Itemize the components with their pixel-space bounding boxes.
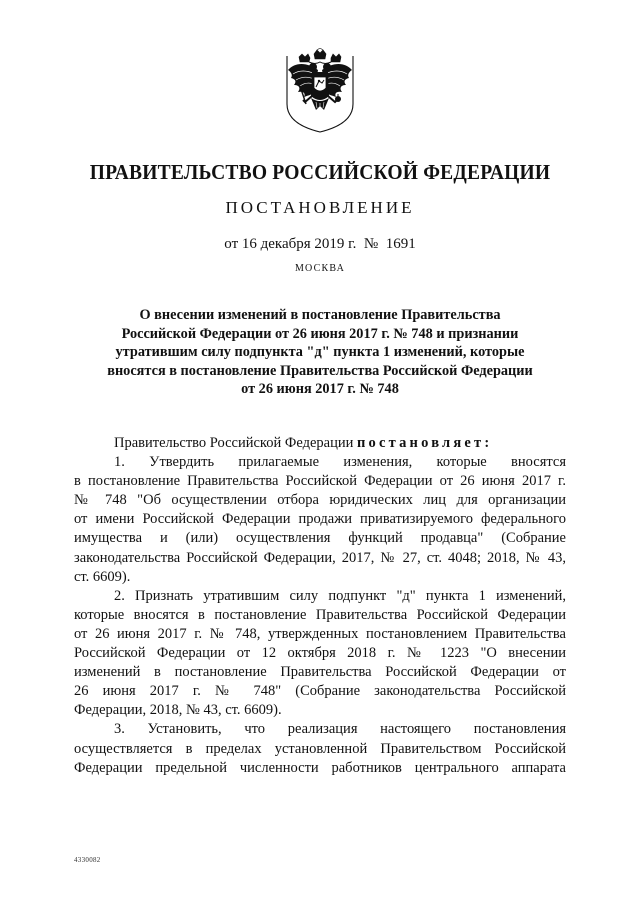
document-type: ПОСТАНОВЛЕНИЕ (225, 198, 415, 217)
subject-line: вносятся в постановление Правительства Российской Федерации (107, 362, 533, 379)
body-line: Федерации, 2018, № 43, ст. 6609). (74, 702, 282, 719)
body-line: 1. Утвердить прилагаемые изменения, которые вносятся (114, 454, 566, 471)
document-body (74, 434, 566, 778)
body-line: 3. Установить, что реализация настоящего постановления (114, 721, 566, 738)
body-line: от 26 июня 2017 г. № 748, утвержденных постановлением Правительства (74, 625, 566, 642)
preamble-keyword: постановляет: (356, 435, 493, 451)
subject-line: от 26 июня 2017 г. № 748 (241, 381, 399, 398)
body-line: № 748 "Об осуществлении отбора юридических лиц для организации (74, 492, 566, 509)
body-line: изменений в постановление Правительства Российской Федерации от (74, 664, 566, 681)
body-line: Российской Федерации от 12 октября 2018 г. № 1223 "О внесении (74, 645, 566, 662)
government-title: ПРАВИТЕЛЬСТВО РОССИЙСКОЙ ФЕДЕРАЦИИ (89, 160, 551, 184)
body-line: Федерации предельной численности работников центрального аппарата (74, 759, 566, 776)
document-footer-code: 4330082 (74, 856, 101, 864)
preamble-text: Правительство Российской Федерации (114, 435, 354, 451)
body-line: ст. 6609). (74, 568, 131, 585)
russian-coat-of-arms-icon (285, 48, 355, 134)
body-line: в постановление Правительства Российской Федерации от 26 июня 2017 г. (74, 473, 566, 490)
body-line: осуществляется в пределах установленной Правительством Российской (74, 740, 566, 757)
preamble-line (74, 434, 566, 453)
subject-line: Российской Федерации от 26 июня 2017 г. № 748 и признании (121, 325, 519, 342)
subject-line: О внесении изменений в постановление Правительства (139, 307, 501, 323)
document-date-number: от 16 декабря 2019 г. № 1691 (224, 236, 416, 252)
body-line: от имени Российской Федерации продажи приватизируемого федерального (74, 511, 566, 528)
body-line: которые вносятся в постановление Правительства Российской Федерации (74, 606, 566, 623)
document-city: МОСКВА (294, 263, 346, 274)
body-line: законодательства Российской Федерации, 2017, № 27, ст. 4048; 2018, № 43, (74, 549, 566, 566)
document-subject (60, 306, 580, 399)
body-line: имущества и (или) осуществления функций продавца" (Собрание (74, 530, 566, 547)
body-line: 2. Признать утратившим силу подпункт "д" пункта 1 изменений, (114, 587, 566, 604)
body-line: 26 июня 2017 г. № 748" (Собрание законодательства Российской (74, 683, 566, 700)
subject-line: утратившим силу подпункта "д" пункта 1 изменений, которые (115, 344, 525, 361)
